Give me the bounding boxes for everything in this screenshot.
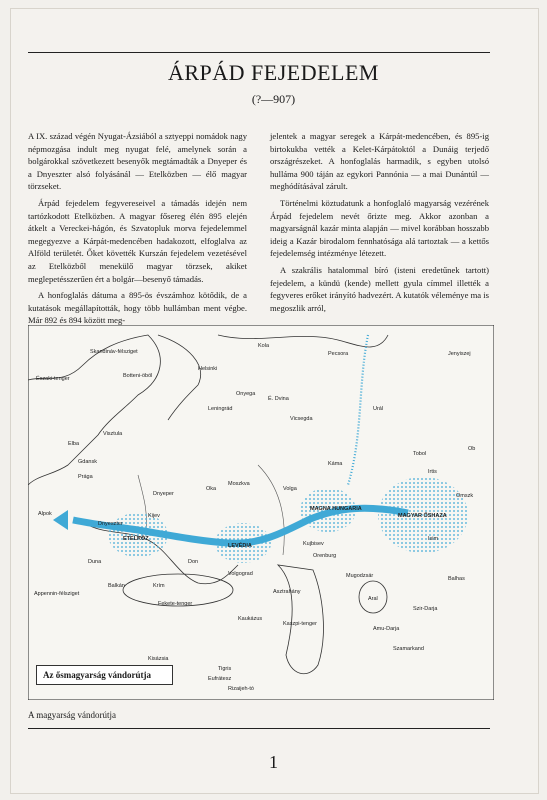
page-number: 1	[269, 752, 278, 772]
map-label: LEVÉDIA	[228, 543, 252, 549]
map-label: Északi-tenger	[36, 376, 70, 382]
map-label: Don	[188, 559, 199, 565]
map-label: Kujbisev	[303, 541, 324, 547]
map-label: Kisázsia	[148, 656, 169, 662]
map-label: Oka	[206, 486, 217, 492]
map-label: Visztula	[103, 431, 123, 437]
map-label: Tigris	[218, 666, 232, 672]
map-label: Vicsegda	[290, 416, 313, 422]
map-label: Fekete-tenger	[158, 601, 193, 607]
map-label: Aral	[368, 596, 378, 602]
page-title: ÁRPÁD FEJEDELEM	[167, 60, 379, 85]
map-label: Asztrahány	[273, 589, 301, 595]
map-title-box: Az ősmagyarság vándorútja	[36, 665, 173, 685]
map-label: Jenyiszej	[448, 351, 471, 357]
map-label: Amu-Darja	[373, 626, 400, 632]
map-label: Duna	[88, 559, 102, 565]
map-label: Omszk	[456, 493, 474, 499]
map-label: É. Dvina	[268, 396, 289, 402]
map-label: Appennin-félsziget	[34, 591, 80, 597]
map-label: Onyega	[236, 391, 256, 397]
migration-map	[28, 325, 494, 700]
map-label: Szamarkand	[393, 646, 424, 652]
map-label: Helsinki	[198, 366, 218, 372]
map-label: Skandináv-félsziget	[90, 349, 138, 355]
bottom-rule	[28, 728, 490, 729]
left-column	[28, 130, 247, 331]
life-dates: (?—907)	[251, 92, 296, 106]
map-label: Tobol	[413, 451, 427, 457]
paragraph: Történelmi köztudatunk a honfoglaló magyarság vezérének Árpád fejedelem nevét őrizte meg. Akkor azonban a magyarságnál kazár minta alapján — mivel korábban hosszabb ideig a Kazár birodalom fennhatósága alá tartoztak — a kettős fejedelemség intézménye létezett.	[270, 197, 489, 259]
map-label: Isim	[428, 536, 439, 542]
map-label: Moszkva	[228, 481, 250, 487]
map-label: MAGNA HUNGARIA	[310, 506, 362, 512]
map-label: Kaszpi-tenger	[283, 621, 317, 627]
map-label: Káma	[328, 461, 343, 467]
map-label: MAGYAR ŐSHAZA	[398, 513, 447, 519]
right-column	[270, 130, 489, 318]
map-label: ETELKÖZ	[123, 536, 149, 542]
map-label: Volgograd	[228, 571, 253, 577]
figure-caption: A magyarság vándorútja	[28, 710, 116, 720]
map-label: Dnyeper	[153, 491, 174, 497]
map-label: Prága	[78, 474, 93, 480]
map-label: Eufrátesz	[208, 676, 232, 682]
paragraph: A honfoglalás dátuma a 895-ös évszámhoz kötődik, de a kutatások megállapították, hogy több hullámban ment végbe. Már 892 és 894 között meg-	[28, 290, 247, 326]
map-label: Kijev	[148, 513, 160, 519]
map-label: Elba	[68, 441, 80, 447]
paragraph: A IX. század végén Nyugat-Ázsiából a sztyeppi nomádok nagy népmozgása indult meg nyugat felé, amelynek során a bolgárokkal szövetkezett besenyők megtámadták a Dnyeper és a Dnyeszter alsó folyásánál — Etelközben — élő magyar törzseket.	[28, 131, 247, 192]
map-label: Botteni-öböl	[123, 373, 153, 379]
paragraph: A szakrális hatalommal bíró (isteni eredetűnek tartott) fejedelem, a kündü (kende) mellett gyula címmel illették a fegyveres erőket irányító hadvezért. A kutatók véleménye ma is megoszlik arról,	[270, 264, 489, 313]
map-label: Balkán	[108, 583, 125, 589]
top-rule	[28, 52, 490, 53]
map-label: Dnyeszter	[98, 521, 123, 527]
map-label: Balhas	[448, 576, 465, 582]
map-label: Szir-Darja	[413, 606, 438, 612]
map-label: Alpok	[38, 511, 52, 517]
paragraph: Árpád fejedelem fegyvereseivel a támadás idején nem tartózkodott Etelközben. A magyar fősereg élén 895 elején átkelt a Vereckei-hágón, és Szvatopluk morva fejedelemmel megegyezve a Kárpát-medencében hadakozott, elfoglalva az Alföld területét. Őket követték Kurszán fejedelem vezetésével az Etelközből menekülő magyar törzsek, akiket meglepetésszerűen ért a bolgár—besenyő támadás.	[28, 197, 247, 284]
map-label: Krím	[153, 583, 165, 589]
map-label: Urál	[373, 406, 384, 412]
map-label: Kaukázus	[238, 616, 263, 622]
map-label: Gdansk	[78, 459, 97, 465]
map-label: Rizaijeh-tó	[228, 686, 254, 692]
map-label: Volga	[283, 486, 297, 492]
paragraph: jelentek a magyar seregek a Kárpát-medencében, és 895-ig birtokukba vették a Kelet-Kárpátoktól a Dunáig terjedő országrészeket. A honfoglalás harmadik, s egyben utolsó hulláma 900 táján az egykori Pannónia — a mai Dunántúl — meghódításával zárult.	[270, 131, 489, 192]
map-label: Mugodzsár	[346, 573, 374, 579]
map-label: Pecsora	[328, 351, 349, 357]
map-label: Irtis	[428, 469, 437, 475]
map-label: Kola	[258, 343, 270, 349]
map-label: Ob	[468, 446, 476, 452]
map-label: Leningrád	[208, 406, 233, 412]
map-label: Orenburg	[313, 553, 337, 559]
